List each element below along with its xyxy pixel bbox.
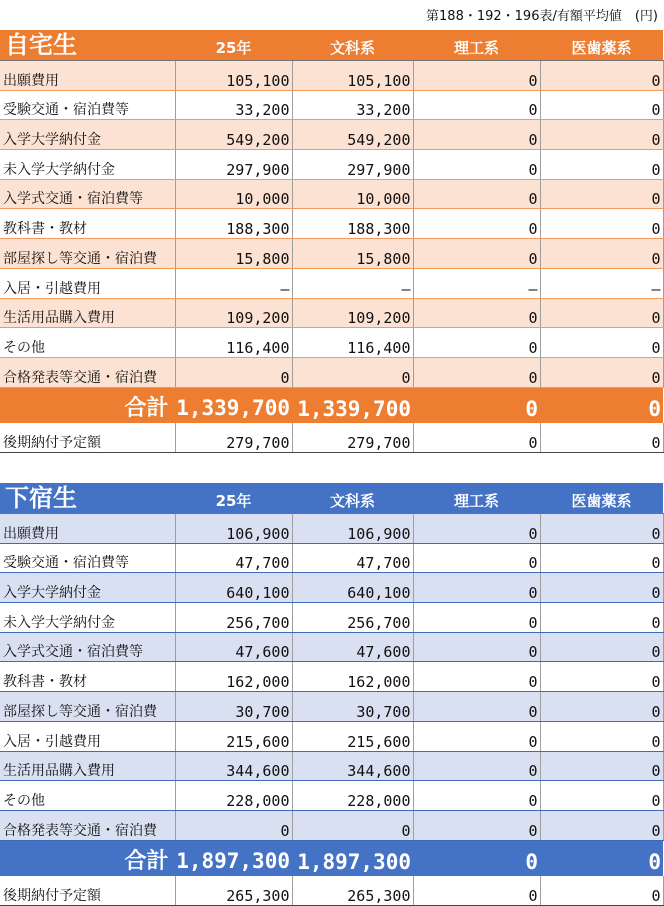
- cell-riko: 0: [413, 810, 540, 840]
- cell-25nen: 549,200: [175, 120, 292, 150]
- row-label: 生活用品購入費用: [0, 751, 175, 781]
- cell-25nen: 188,300: [175, 209, 292, 239]
- cell-riko: 0: [413, 573, 540, 603]
- cell-bunka: 549,200: [292, 120, 413, 150]
- cell-ishiyaku: 0: [540, 781, 663, 811]
- cell-ishiyaku: 0: [540, 328, 663, 358]
- cell-bunka: 30,700: [292, 692, 413, 722]
- cell-ishiyaku: 0: [540, 603, 663, 633]
- table-row: [0, 239, 663, 269]
- cell-riko: 0: [413, 357, 540, 387]
- table-row: [0, 268, 663, 298]
- cell-25nen: 0: [175, 357, 292, 387]
- cell-ishiyaku: 0: [540, 209, 663, 239]
- cell-25nen: 162,000: [175, 662, 292, 692]
- table-row: [0, 573, 663, 603]
- column-header-riko: 理工系: [413, 483, 540, 514]
- table-row: [0, 209, 663, 239]
- table-row: [0, 357, 663, 387]
- cell-bunka: 265,300: [292, 876, 413, 905]
- total-value-riko: 0: [413, 387, 540, 423]
- column-header-bunka: 文科系: [292, 483, 413, 514]
- cell-25nen: 109,200: [175, 298, 292, 328]
- table-caption: 第188・192・196表/有額平均値 (円): [426, 9, 658, 24]
- cell-25nen: 297,900: [175, 150, 292, 180]
- total-value-ishiyaku: 0: [540, 840, 663, 876]
- cell-bunka: 116,400: [292, 328, 413, 358]
- cell-ishiyaku: 0: [540, 543, 663, 573]
- total-cell: [0, 387, 292, 423]
- total-row: [0, 840, 663, 876]
- cell-riko: 0: [413, 150, 540, 180]
- table-row: [0, 150, 663, 180]
- row-label: 合格発表等交通・宿泊費: [0, 810, 175, 840]
- row-label: 入学式交通・宿泊費等: [0, 632, 175, 662]
- cell-riko: 0: [413, 876, 540, 905]
- cell-bunka: 33,200: [292, 90, 413, 120]
- row-label: 未入学大学納付金: [0, 603, 175, 633]
- cell-riko: 0: [413, 423, 540, 452]
- table-row: [0, 603, 663, 633]
- cell-riko: 0: [413, 61, 540, 91]
- cell-25nen: —: [175, 268, 292, 298]
- deferred-payment-row: [0, 423, 663, 452]
- table-row: [0, 632, 663, 662]
- row-label: 教科書・教材: [0, 662, 175, 692]
- cell-bunka: 0: [292, 357, 413, 387]
- cell-ishiyaku: 0: [540, 692, 663, 722]
- cell-25nen: 215,600: [175, 721, 292, 751]
- row-label: 部屋探し等交通・宿泊費: [0, 692, 175, 722]
- table-row: [0, 751, 663, 781]
- cell-bunka: 640,100: [292, 573, 413, 603]
- table-jitaku: [0, 30, 664, 453]
- cell-25nen: 15,800: [175, 239, 292, 269]
- cell-ishiyaku: 0: [540, 90, 663, 120]
- cell-ishiyaku: 0: [540, 632, 663, 662]
- table-row: [0, 90, 663, 120]
- table-row: [0, 179, 663, 209]
- column-header-riko: 理工系: [413, 30, 540, 61]
- table-row: [0, 514, 663, 544]
- cell-25nen: 105,100: [175, 61, 292, 91]
- cell-bunka: 15,800: [292, 239, 413, 269]
- cell-ishiyaku: 0: [540, 514, 663, 544]
- deferred-payment-row: [0, 876, 663, 905]
- cell-ishiyaku: 0: [540, 423, 663, 452]
- cell-ishiyaku: 0: [540, 357, 663, 387]
- section-header: [0, 30, 663, 61]
- total-value-25nen: 1,897,300: [176, 849, 290, 874]
- cell-ishiyaku: 0: [540, 662, 663, 692]
- row-label: 教科書・教材: [0, 209, 175, 239]
- cell-riko: 0: [413, 179, 540, 209]
- cell-ishiyaku: 0: [540, 298, 663, 328]
- row-label: その他: [0, 781, 175, 811]
- row-label: 入学大学納付金: [0, 120, 175, 150]
- cell-bunka: 0: [292, 810, 413, 840]
- cell-bunka: 279,700: [292, 423, 413, 452]
- row-label: 出願費用: [0, 514, 175, 544]
- cell-bunka: 47,600: [292, 632, 413, 662]
- cell-riko: 0: [413, 120, 540, 150]
- cell-ishiyaku: 0: [540, 721, 663, 751]
- cell-riko: 0: [413, 751, 540, 781]
- cell-25nen: 116,400: [175, 328, 292, 358]
- cell-25nen: 344,600: [175, 751, 292, 781]
- cell-ishiyaku: 0: [540, 751, 663, 781]
- cell-bunka: 105,100: [292, 61, 413, 91]
- cell-bunka: 162,000: [292, 662, 413, 692]
- cell-ishiyaku: 0: [540, 876, 663, 905]
- cell-ishiyaku: 0: [540, 120, 663, 150]
- cell-ishiyaku: —: [540, 268, 663, 298]
- cell-bunka: —: [292, 268, 413, 298]
- cell-riko: 0: [413, 692, 540, 722]
- total-value-riko: 0: [413, 840, 540, 876]
- table-row: [0, 543, 663, 573]
- table-row: [0, 781, 663, 811]
- row-label: 後期納付予定額: [0, 876, 175, 905]
- total-label: 合計: [124, 396, 169, 422]
- cell-25nen: 228,000: [175, 781, 292, 811]
- total-label: 合計: [124, 849, 169, 875]
- cell-bunka: 47,700: [292, 543, 413, 573]
- cell-ishiyaku: 0: [540, 573, 663, 603]
- cell-riko: 0: [413, 239, 540, 269]
- table-row: [0, 120, 663, 150]
- cell-riko: 0: [413, 90, 540, 120]
- cell-25nen: 256,700: [175, 603, 292, 633]
- section-title: 自宅生: [0, 30, 175, 61]
- row-label: 未入学大学納付金: [0, 150, 175, 180]
- total-cell: [0, 840, 292, 876]
- total-value-bunka: 1,339,700: [292, 387, 413, 423]
- table-row: [0, 662, 663, 692]
- cell-ishiyaku: 0: [540, 179, 663, 209]
- cell-25nen: 279,700: [175, 423, 292, 452]
- row-label: 受験交通・宿泊費等: [0, 90, 175, 120]
- cell-25nen: 30,700: [175, 692, 292, 722]
- total-value-25nen: 1,339,700: [176, 396, 290, 421]
- cell-ishiyaku: 0: [540, 150, 663, 180]
- cell-25nen: 10,000: [175, 179, 292, 209]
- table-row: [0, 298, 663, 328]
- table-row: [0, 61, 663, 91]
- row-label: 後期納付予定額: [0, 423, 175, 452]
- cell-ishiyaku: 0: [540, 239, 663, 269]
- cell-bunka: 256,700: [292, 603, 413, 633]
- cell-25nen: 33,200: [175, 90, 292, 120]
- row-label: 受験交通・宿泊費等: [0, 543, 175, 573]
- cell-bunka: 109,200: [292, 298, 413, 328]
- cell-25nen: 47,700: [175, 543, 292, 573]
- total-value-bunka: 1,897,300: [292, 840, 413, 876]
- cell-25nen: 106,900: [175, 514, 292, 544]
- cell-bunka: 297,900: [292, 150, 413, 180]
- total-value-ishiyaku: 0: [540, 387, 663, 423]
- column-header-25nen: 25年: [175, 483, 292, 514]
- table-row: [0, 810, 663, 840]
- cell-bunka: 344,600: [292, 751, 413, 781]
- cell-bunka: 228,000: [292, 781, 413, 811]
- cell-riko: 0: [413, 662, 540, 692]
- column-header-25nen: 25年: [175, 30, 292, 61]
- row-label: その他: [0, 328, 175, 358]
- row-label: 合格発表等交通・宿泊費: [0, 357, 175, 387]
- cell-25nen: 0: [175, 810, 292, 840]
- cell-riko: 0: [413, 603, 540, 633]
- cell-riko: 0: [413, 721, 540, 751]
- cell-25nen: 640,100: [175, 573, 292, 603]
- cell-bunka: 10,000: [292, 179, 413, 209]
- cell-riko: —: [413, 268, 540, 298]
- row-label: 入学式交通・宿泊費等: [0, 179, 175, 209]
- cell-bunka: 188,300: [292, 209, 413, 239]
- table-row: [0, 721, 663, 751]
- column-header-bunka: 文科系: [292, 30, 413, 61]
- cell-25nen: 265,300: [175, 876, 292, 905]
- table-row: [0, 692, 663, 722]
- row-label: 部屋探し等交通・宿泊費: [0, 239, 175, 269]
- row-label: 入居・引越費用: [0, 268, 175, 298]
- row-label: 生活用品購入費用: [0, 298, 175, 328]
- cell-bunka: 106,900: [292, 514, 413, 544]
- column-header-ishiyaku: 医歯薬系: [540, 30, 663, 61]
- section-header: [0, 483, 663, 514]
- cell-riko: 0: [413, 514, 540, 544]
- section-title: 下宿生: [0, 483, 175, 514]
- cell-25nen: 47,600: [175, 632, 292, 662]
- cell-riko: 0: [413, 781, 540, 811]
- cell-riko: 0: [413, 298, 540, 328]
- cell-ishiyaku: 0: [540, 61, 663, 91]
- total-row: [0, 387, 663, 423]
- cell-bunka: 215,600: [292, 721, 413, 751]
- column-header-ishiyaku: 医歯薬系: [540, 483, 663, 514]
- cell-riko: 0: [413, 328, 540, 358]
- row-label: 出願費用: [0, 61, 175, 91]
- cell-riko: 0: [413, 209, 540, 239]
- cell-riko: 0: [413, 543, 540, 573]
- row-label: 入居・引越費用: [0, 721, 175, 751]
- table-row: [0, 328, 663, 358]
- row-label: 入学大学納付金: [0, 573, 175, 603]
- cell-riko: 0: [413, 632, 540, 662]
- table-geshuku: [0, 483, 664, 906]
- cell-ishiyaku: 0: [540, 810, 663, 840]
